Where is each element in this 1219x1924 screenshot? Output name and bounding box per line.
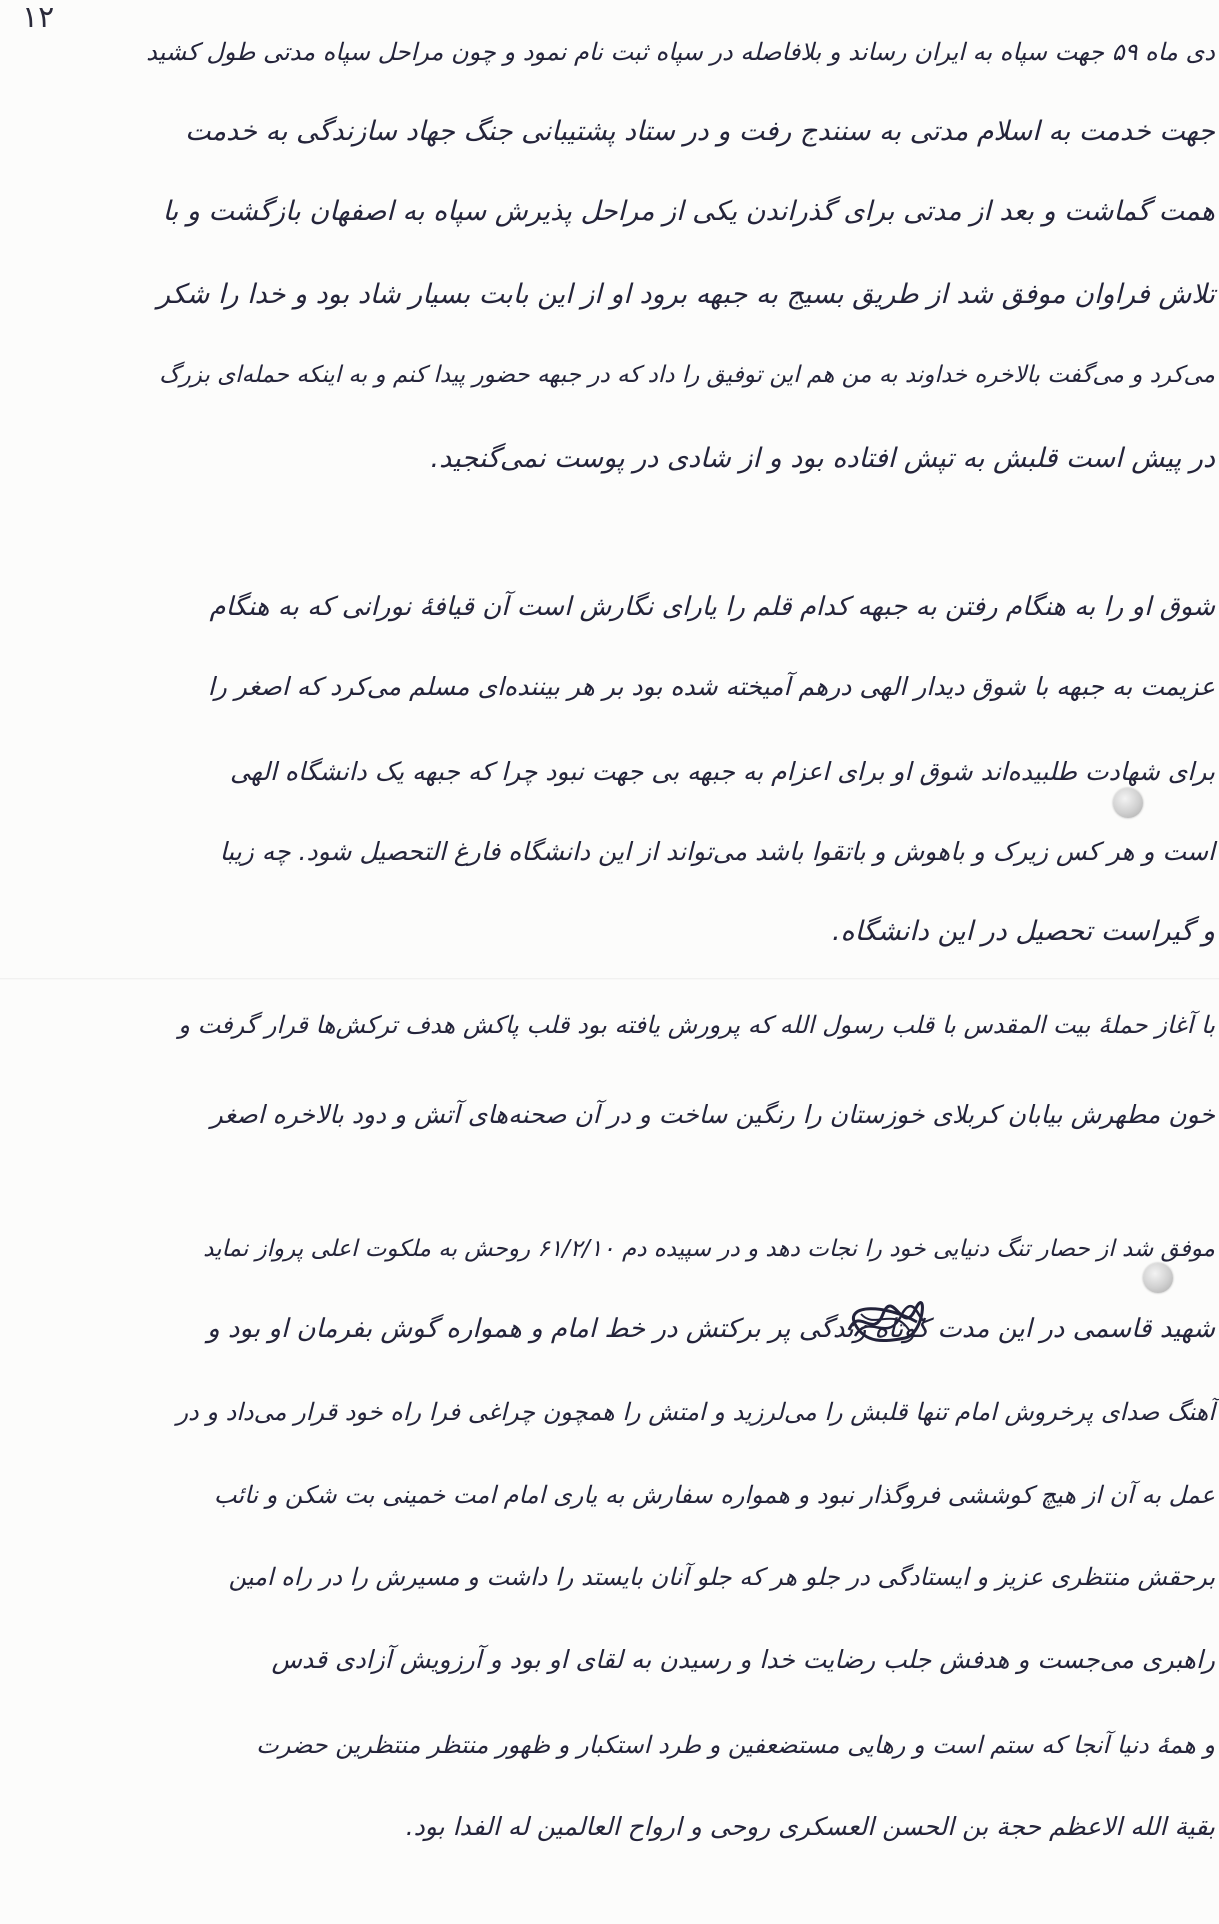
- text-line: خون مطهرش بیابان کربلای خوزستان را رنگین ساخت و در آن صحنه‌های آتش و دود بالاخره اصغر: [210, 1100, 1215, 1129]
- text-line: می‌کرد و می‌گفت بالاخره خداوند به من هم این توفیق را داد که در جبهه حضور پیدا کنم و به اینکه حمله‌ای بزرگ: [159, 362, 1215, 388]
- text-line: جهت خدمت به اسلام مدتی به سنندج رفت و در ستاد پشتیبانی جنگ جهاد سازندگی به خدمت: [185, 116, 1215, 147]
- text-line: در پیش است قلبش به تپش افتاده بود و از شادی در پوست نمی‌گنجید.: [430, 443, 1215, 474]
- text-line: و همهٔ دنیا آنجا که ستم است و رهایی مستضعفین و طرد استکبار و ظهور منتظر منتظرین حضرت: [256, 1731, 1215, 1759]
- text-line: شوق او را به هنگام رفتن به جبهه کدام قلم را یارای نگارش است آن قیافهٔ نورانی که به هنگام: [209, 592, 1215, 622]
- text-line: موفق شد از حصار تنگ دنیایی خود را نجات دهد و در سپیده دم ۶۱/۲/۱۰ روحش به ملکوت اعلی پرواز نماید: [203, 1236, 1215, 1262]
- text-line: شهید قاسمی در این مدت کوتاه زندگی پر برکتش در خط امام و همواره گوش بفرمان او بود و: [207, 1314, 1215, 1344]
- text-line: است و هر کس زیرک و باهوش و باتقوا باشد می‌تواند از این دانشگاه فارغ التحصیل شود. چه زیبا: [219, 837, 1215, 866]
- text-line: عزیمت به جبهه با شوق دیدار الهی درهم آمیخته شده بود بر هر بیننده‌ای مسلم می‌کرد که اصغر را: [207, 672, 1215, 701]
- text-line: همت گماشت و بعد از مدتی برای گذراندن یکی از مراحل پذیرش سپاه به اصفهان بازگشت و با: [162, 196, 1215, 227]
- text-line: برحقش منتظری عزیز و ایستادگی در جلو هر که جلو آنان بایستد را داشت و مسیرش را در راه امین: [228, 1563, 1215, 1591]
- text-line: دی ماه ۵۹ جهت سپاه به ایران رساند و بلافاصله در سپاه ثبت نام نمود و چون مراحل سپاه مدتی طول کشید: [146, 38, 1215, 66]
- text-line: راهبری می‌جست و هدفش جلب رضایت خدا و رسیدن به لقای او بود و آرزویش آزادی قدس: [271, 1645, 1215, 1674]
- text-line: و گیراست تحصیل در این دانشگاه.: [831, 916, 1215, 947]
- text-line: تلاش فراوان موفق شد از طریق بسیج به جبهه برود او از این بابت بسیار شاد بود و خدا را شکر: [156, 279, 1215, 310]
- text-line: برای شهادت طلبیده‌اند شوق او برای اعزام به جبهه بی جهت نبود چرا که جبهه یک دانشگاه الهی: [230, 757, 1215, 786]
- text-line: بقیة الله الاعظم حجة بن الحسن العسکری روحی و ارواح العالمین له الفدا بود.: [405, 1812, 1215, 1841]
- text-line: با آغاز حملهٔ بیت المقدس با قلب رسول الله که پرورش یافته بود قلب پاکش هدف ترکش‌ها قرار گرفت و: [178, 1011, 1215, 1039]
- page-number: ۱۲: [22, 0, 55, 35]
- text-line: آهنگ صدای پرخروش امام تنها قلبش را می‌لرزید و امتش را همچون چراغی فرا راه خود قرار می‌داد و در: [176, 1398, 1215, 1426]
- text-line: عمل به آن از هیچ کوششی فروگذار نبود و همواره سفارش به یاری امام امت خمینی بت شکن و نائب: [213, 1481, 1215, 1509]
